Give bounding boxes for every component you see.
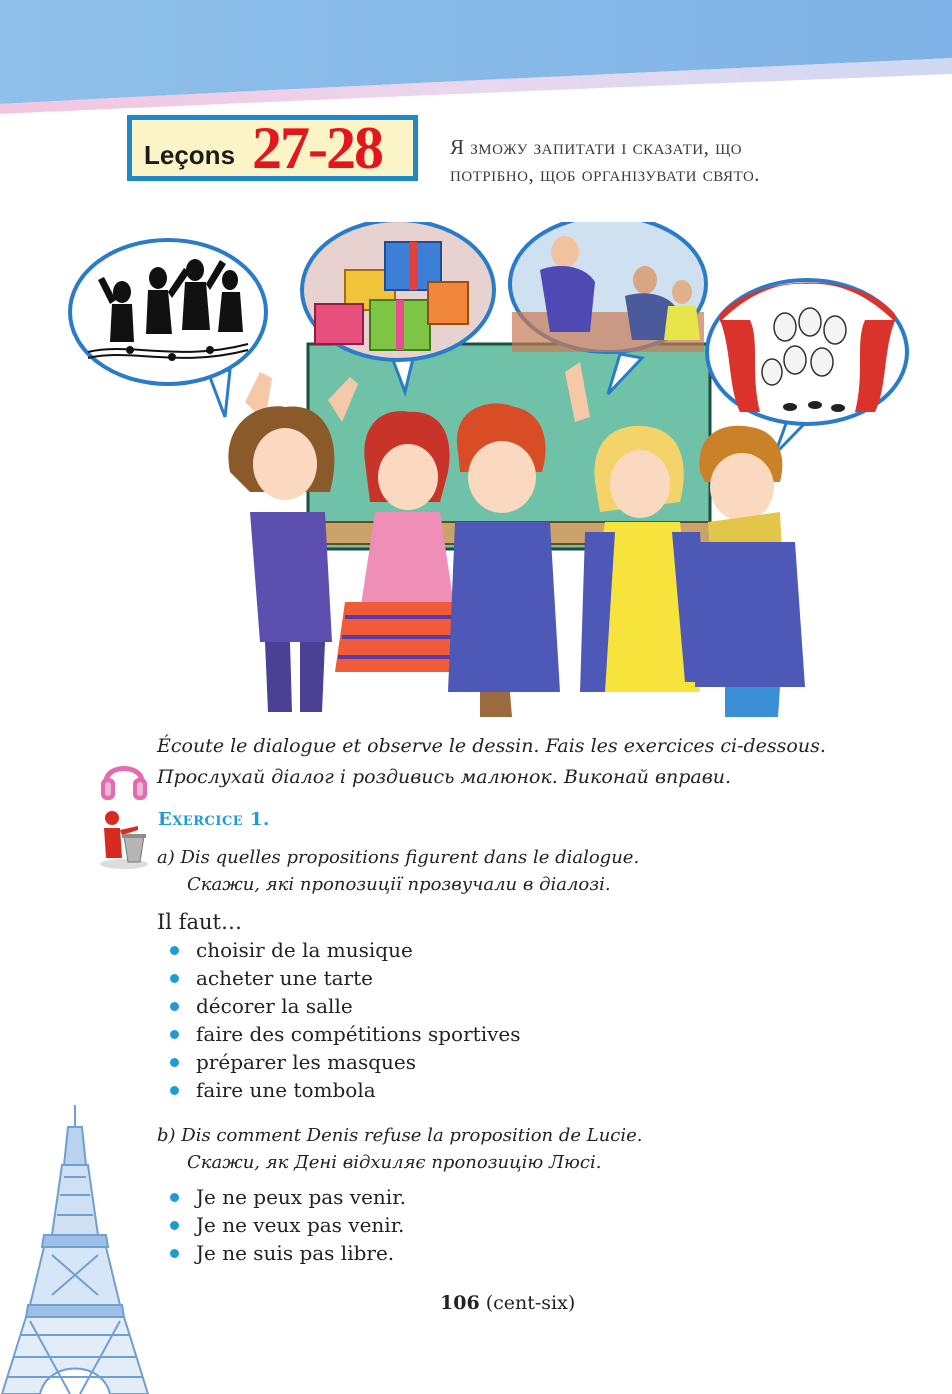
headphones-icon (98, 752, 150, 804)
list-item: Je ne suis pas libre. (168, 1239, 406, 1267)
part-a-ukrainian: Скажи, які пропозиції прозвучали в діалозі. (187, 874, 611, 895)
list-b (168, 1183, 406, 1267)
lessons-word: Leçons (144, 140, 236, 170)
list-item: acheter une tarte (168, 964, 521, 992)
list-item: préparer les masques (168, 1048, 521, 1076)
teacher-at-podium-icon (98, 808, 154, 870)
objective-line-2: потрібно, щоб організувати свято. (450, 162, 761, 186)
list-item: choisir de la musique (168, 936, 521, 964)
list-item: faire une tombola (168, 1076, 521, 1104)
page-number-words: (cent-six) (485, 1292, 576, 1314)
lessons-number: 27-28 (252, 115, 382, 181)
list-lead: Il faut… (157, 910, 242, 934)
list-item: Je ne veux pas venir. (168, 1211, 406, 1239)
exercise-title: Exercice 1. (158, 809, 270, 830)
top-decorative-band (0, 0, 952, 120)
list-item: Je ne peux pas venir. (168, 1183, 406, 1211)
lesson-objective (450, 134, 870, 188)
page-number-digits: 106 (440, 1292, 480, 1314)
list-item: faire des compétitions sportives (168, 1020, 521, 1048)
page-number (440, 1292, 575, 1314)
part-b-french: b) Dis comment Denis refuse la proposition de Lucie. (157, 1125, 643, 1146)
part-a-french: a) Dis quelles propositions figurent dans le dialogue. (157, 847, 640, 868)
list-item: décorer la salle (168, 992, 521, 1020)
part-b-ukrainian: Скажи, як Дені відхиляє пропозицію Люсі. (187, 1152, 602, 1173)
instruction-ukrainian: Прослухай діалог і роздивись малюнок. Виконай вправи. (157, 766, 732, 788)
children-party-illustration (60, 222, 910, 717)
bubble-dancing-icon (70, 240, 266, 417)
instruction-french: Écoute le dialogue et observe le dessin. Fais les exercices ci-dessous. (157, 735, 826, 757)
children-group (228, 362, 805, 717)
list-a (168, 936, 521, 1104)
eiffel-tower-icon (0, 1105, 150, 1394)
objective-line-1: Я зможу запитати і сказати, що (450, 135, 743, 159)
lesson-number-badge (127, 115, 418, 181)
